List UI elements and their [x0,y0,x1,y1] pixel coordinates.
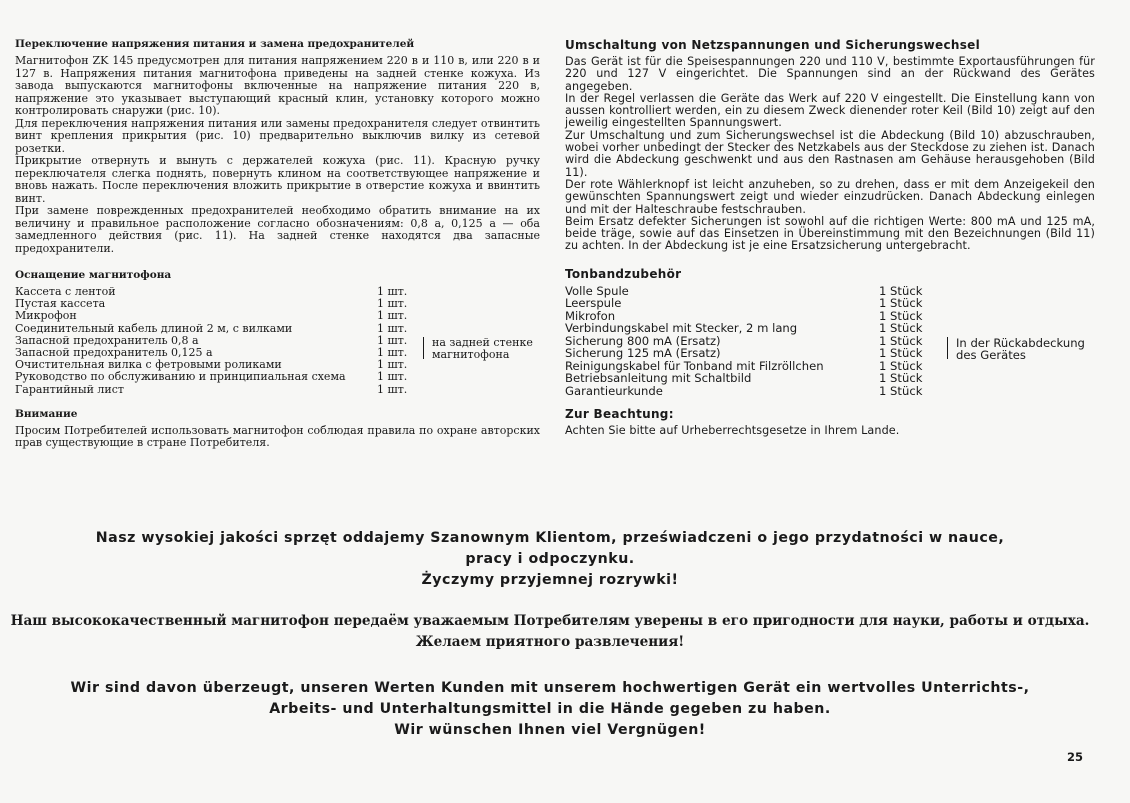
de-voltage-heading: Umschaltung von Netzspannungen und Sicherungswechsel [565,38,981,52]
item-name: Кассета с лентой [15,285,116,298]
slogan-line: Наш высококачественный магнитофон передаём уважаемым Потребителям уверены в его пригодности для науки, работы и отдыха. [10,613,1090,629]
item-name: Leerspule [565,296,622,311]
bracket-note-line: магнитофона [432,348,510,362]
bracket-note-line: des Gerätes [956,348,1026,363]
de-attention-heading: Zur Beachtung: [565,407,674,422]
item-qty: 1 шт. [377,346,408,360]
slogan-line: Życzymy przyjemnej rozrywki! [421,572,679,588]
ru-voltage-heading: Переключение напряжения питания и замена предохранителей [15,38,415,50]
table-row [565,372,947,385]
german-column [565,38,1095,448]
russian-slogan [0,611,1100,653]
page-number: 25 [1067,750,1084,764]
item-qty: 1 шт. [377,285,408,298]
ru-voltage-paragraph: Магнитофон ZK 145 предусмотрен для питания напряжением 220 в и 110 в, или 220 в и 127 в. Напряжения питания магнитофона приведены на задней стенке кожуха. Из завода выпускаются магнитофоны включенные на напряжение питания 220 в, напряжение это указывает выступающий красный клин, установку которого можно контролировать снаружи (рис. 10). [15,54,540,117]
de-voltage-paragraph: Beim Ersatz defekter Sicherungen ist sowohl auf die richtigen Werte: 800 mA und 125 mA, beide träge, sowie auf das Einsetzen in Übereinstimmung mit den Bezeichnungen (Bild 11) zu achten. In der Abdeckung ist je eine Ersatzsicherung untergebracht. [565,214,1095,253]
item-name: Запасной предохранитель 0,125 а [15,346,213,360]
de-voltage-section [565,38,1095,253]
item-name: Гарантийный лист [15,382,125,396]
item-qty: 1 шт. [377,358,408,372]
table-row [15,384,423,396]
item-name: Verbindungskabel mit Stecker, 2 m lang [565,321,798,336]
bracket-note-line: In der Rückabdeckung [956,335,1085,350]
item-name: Garantieurkunde [565,383,663,398]
table-row [15,323,423,335]
item-name: Reinigungskabel für Tonband mit Filzröllchen [565,358,824,373]
slogan-line: Nasz wysokiej jakości sprzęt oddajemy Szanownym Klientom, przeświadczeni o jego przydatności w nauce, [95,530,1005,546]
table-row [565,297,947,310]
item-qty: 1 шт. [377,321,408,335]
ru-equipment-table [15,285,533,396]
ru-voltage-section [15,38,540,255]
item-qty: 1 шт. [377,382,408,396]
de-bracket-note [947,335,1085,363]
item-qty: 1 шт. [377,297,408,311]
bracket-note-line: на задней стенке [432,335,533,349]
item-qty: 1 Stück [879,383,923,398]
item-qty: 1 шт. [377,370,408,384]
ru-bracket-note [423,335,533,362]
item-qty: 1 Stück [879,296,923,311]
item-qty: 1 Stück [879,283,923,298]
de-voltage-paragraph: Das Gerät ist für die Speisespannungen 220 und 110 V, bestimmte Exportausführungen für 220 und 127 V eingerichtet. Die Spannungen sind an der Rückwand des Gerätes angegeben. [565,55,1095,93]
item-qty: 1 Stück [879,371,923,386]
item-name: Betriebsanleitung mit Schaltbild [565,371,752,386]
ru-attention-text: Просим Потребителей использовать магнитофон соблюдая правила по охране авторских прав существующие в стране Потребителя. [15,423,540,450]
item-name: Пустая кассета [15,297,106,311]
item-name: Mikrofon [565,308,616,323]
item-name: Sicherung 800 mA (Ersatz) [565,333,721,348]
table-row [15,371,423,383]
item-name: Соединительный кабель длиной 2 м, с вилками [15,321,293,335]
german-slogan [0,678,1100,741]
slogan-line: Wir sind davon überzeugt, unseren Werten Kunden mit unserem hochwertigen Gerät ein wertvolles Unterrichts-, [70,680,1030,696]
item-name: Микрофон [15,309,77,323]
item-name: Руководство по обслуживанию и принципиальная схема [15,370,346,384]
slogan-line: pracy i odpoczynku. [465,551,635,567]
item-name: Sicherung 125 mA (Ersatz) [565,346,721,361]
slogan-line: Желаем приятного развлечения! [415,634,685,650]
table-row [565,322,947,335]
item-qty: 1 шт. [377,333,408,347]
russian-column [15,38,540,460]
de-voltage-paragraph: Zur Umschaltung und zum Sicherungswechsel ist die Abdeckung (Bild 10) abzuschrauben, wobei vorher unbedingt der Stecker des Netzkabels aus der Steckdose zu ziehen ist. Danach wird die Abdeckung geschwenkt und aus den Rastnasen am Gehäuse herausgehoben (Bild 11). [565,128,1095,179]
item-qty: 1 Stück [879,308,923,323]
polish-slogan [0,528,1100,591]
item-qty: 1 Stück [879,333,923,348]
table-row [565,347,947,360]
item-qty: 1 Stück [879,321,923,336]
de-accessories-table [565,283,1085,398]
ru-attention-heading: Внимание [15,407,78,420]
item-qty: 1 шт. [377,309,408,323]
item-name: Запасной предохранитель 0,8 а [15,333,199,347]
item-name: Очистительная вилка с фетровыми роликами [15,358,282,372]
ru-voltage-paragraph: Для переключения напряжения питания или замены предохранителя следует отвинтить винт крепления прикрытия (рис. 10) предварительно выключив вилку из сетевой розетки. [15,116,540,155]
table-row [15,310,423,322]
ru-attention-section [15,408,540,450]
slogan-line: Arbeits- und Unterhaltungsmittel in die Hände gegeben zu haben. [269,701,831,717]
item-qty: 1 Stück [879,358,923,373]
ru-voltage-paragraph: При замене поврежденных предохранителей необходимо обратить внимание на их величину и правильное расположение согласно обозначениям: 0,8 а, 0,125 а — оба замедленного действия (рис. 11). На задней стенке находятся два запасные предохранители. [15,204,540,255]
de-voltage-paragraph: In der Regel verlassen die Geräte das Werk auf 220 V eingestellt. Die Einstellung kann von aussen kontrolliert werden, ein zu diesem Zweck dienender roter Keil (Bild 10) zeigt auf den jeweilig eingestellten Spannungswert. [565,91,1095,130]
de-attention-section [565,407,1095,437]
de-voltage-paragraph: Der rote Wählerknopf ist leicht anzuheben, so zu drehen, dass er mit dem Anzeigekeil den gewünschten Spannungswert zeigt und wieder einzudrücken. Danach Abdeckung einlegen und mit der Halteschraube festschrauben. [565,177,1095,216]
table-row [565,385,947,398]
de-attention-text: Achten Sie bitte auf Urheberrechtsgesetze in Ihrem Lande. [565,424,900,438]
slogan-line: Wir wünschen Ihnen viel Vergnügen! [394,722,706,738]
item-name: Volle Spule [565,283,629,298]
de-accessories-section [565,267,1095,398]
ru-voltage-paragraph: Прикрытие отвернуть и вынуть с держателей кожуха (рис. 11). Красную ручку переключателя слегка поднять, повернуть клином на соответствующее напряжение и вновь нажать. После переключения вложить прикрытие в отверстие кожуха и ввинтить винт. [15,154,540,205]
de-accessories-heading: Tonbandzubehör [565,266,682,281]
ru-equipment-heading: Оснащение магнитофона [15,269,172,281]
item-qty: 1 Stück [879,346,923,361]
ru-equipment-section [15,269,540,396]
